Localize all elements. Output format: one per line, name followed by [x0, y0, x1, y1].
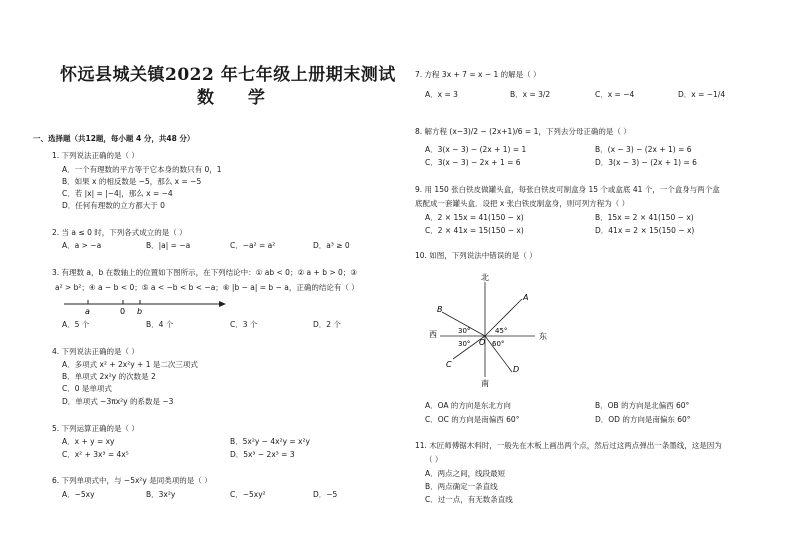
q7-option-d: D．x = −1/4 — [678, 90, 726, 99]
q1-stem: 1. 下列说法正确的是（ ） — [52, 151, 139, 160]
q9-option-b: B．15x = 2 × 41(150 − x) — [595, 213, 694, 222]
q5-option-b: B．5x²y − 4x²y = x²y — [230, 437, 310, 446]
q11-option-b: B．两点确定一条直线 — [425, 482, 498, 491]
q7-stem: 7. 方程 3x + 7 = x − 1 的解是（ ） — [415, 70, 541, 79]
q9-stem-line2: 底配成一套罐头盒．设把 x 张白铁皮制盒身，则可列方程为（ ） — [415, 199, 630, 208]
label-O: O — [479, 338, 486, 347]
q1-option-c: C．若 |x| = |−4|，那么 x = −4 — [62, 189, 173, 198]
q3-option-a: A．5 个 — [62, 320, 90, 329]
q11-stem-line1: 11. 木匠师傅锯木料时，一般先在木板上画出两个点，然后过这两点弹出一条墨线，这是因为 — [415, 441, 722, 450]
q1-option-a: A．一个有理数的平方等于它本身的数只有 0，1 — [62, 165, 222, 174]
q11-option-c: C．过一点，有无数条直线 — [425, 495, 513, 504]
angle-30-south-west: 30° — [458, 340, 471, 348]
angle-30-north-west: 30° — [458, 327, 471, 335]
q10-option-d: D．OD 的方向是南偏东 60° — [595, 415, 691, 424]
q8-option-b: B．(x − 3) − (2x + 1) = 6 — [595, 145, 692, 154]
q9-stem-line1: 9. 用 150 张白铁皮做罐头盒，每张白铁皮可制盒身 15 个或盒底 41 个，一个盒身与两个盒 — [415, 185, 720, 194]
axis-label-a: a — [85, 307, 90, 316]
q6-stem: 6. 下列单项式中，与 −5x²y 是同类项的是（ ） — [52, 476, 212, 485]
q9-option-c: C．2 × 41x = 15(150 − x) — [425, 226, 524, 235]
q2-option-b: B．|a| = −a — [146, 241, 191, 250]
q3-option-c: C．3 个 — [230, 320, 258, 329]
q4-stem: 4. 下列说法正确的是（ ） — [52, 347, 139, 356]
q5-stem: 5. 下列运算正确的是（ ） — [52, 424, 139, 433]
q9-option-d: D．41x = 2 × 15(150 − x) — [595, 226, 695, 235]
compass-figure — [425, 272, 555, 390]
exam-title: 怀远县城关镇2022 年七年级上册期末测试 — [60, 65, 396, 85]
q5-option-a: A．x + y = xy — [62, 437, 115, 446]
q11-stem-line2: （ ） — [425, 455, 443, 464]
q7-option-b: B．x = 3/2 — [510, 90, 551, 99]
q9-option-a: A．2 × 15x = 41(150 − x) — [425, 213, 524, 222]
q10-option-b: B．OB 的方向是北偏西 60° — [595, 401, 690, 410]
direction-south: 南 — [481, 379, 489, 388]
section-heading: 一、选择题（共12题，每小题 4 分，共48 分） — [33, 134, 195, 143]
axis-label-b: b — [137, 307, 143, 316]
label-D: D — [513, 365, 520, 374]
q4-option-c: C．0 是单项式 — [62, 384, 112, 393]
q10-stem: 10. 如图，下列说法中错误的是（ ） — [415, 251, 537, 260]
q10-option-c: C．OC 的方向是南偏西 60° — [425, 415, 520, 424]
q5-option-d: D．5x³ − 2x³ = 3 — [230, 450, 295, 459]
direction-north: 北 — [481, 273, 489, 282]
q2-option-a: A．a > −a — [62, 241, 102, 250]
label-A: A — [523, 293, 529, 302]
q5-option-c: C．x² + 3x³ = 4x⁵ — [62, 450, 129, 459]
q8-option-d: D．3(x − 3) − (2x + 1) = 6 — [595, 158, 697, 167]
q3-option-d: D．2 个 — [313, 320, 341, 329]
axis-label-0: 0 — [120, 307, 126, 316]
q2-option-d: D．a³ ≥ 0 — [313, 241, 350, 250]
label-B: B — [437, 305, 443, 314]
q8-option-a: A．3(x − 3) − (2x + 1) = 1 — [425, 145, 527, 154]
q6-option-b: B．3x²y — [146, 490, 176, 499]
label-C: C — [446, 360, 452, 369]
angle-45: 45° — [495, 327, 508, 335]
direction-west: 西 — [429, 330, 437, 339]
q10-option-a: A．OA 的方向是东北方向 — [425, 401, 511, 410]
q4-option-b: B．单项式 2x²y 的次数是 2 — [62, 372, 156, 381]
q3-stem-line2: a² > b²；④ a − b < 0；⑤ a < −b < b < −a；⑥ |b − a| = b − a，正确的结论有（ ） — [55, 283, 359, 292]
q1-option-b: B．如果 x 的相反数是 −5，那么 x = −5 — [62, 177, 202, 186]
number-line-figure — [60, 296, 230, 320]
q7-option-c: C．x = −4 — [595, 90, 635, 99]
q6-option-c: C．−5xy² — [230, 490, 266, 499]
q11-option-a: A．两点之间，线段最短 — [425, 469, 506, 478]
q3-stem-line1: 3. 有理数 a，b 在数轴上的位置如下图所示，在下列结论中：① ab < 0；② a + b > 0；③ — [52, 268, 358, 277]
q4-option-a: A．多项式 x² + 2x²y + 1 是二次三项式 — [62, 360, 198, 369]
q1-option-d: D．任何有理数的立方都大于 0 — [62, 201, 165, 210]
q2-option-c: C．−a² = a² — [230, 241, 276, 250]
subject-title: 数 学 — [197, 88, 279, 108]
q8-option-c: C．3(x − 3) − 2x + 1 = 6 — [425, 158, 521, 167]
q2-stem: 2. 当 a ≤ 0 时，下列各式成立的是（ ） — [52, 228, 187, 237]
q6-option-a: A．−5xy — [62, 490, 95, 499]
angle-60: 60° — [492, 340, 505, 348]
q8-stem: 8. 解方程 (x−3)/2 − (2x+1)/6 = 1，下列去分母正确的是（ ） — [415, 127, 631, 136]
q6-option-d: D．−5 — [313, 490, 338, 499]
q4-option-d: D．单项式 −3πx²y 的系数是 −3 — [62, 397, 174, 406]
direction-east: 东 — [539, 332, 547, 341]
q7-option-a: A．x = 3 — [425, 90, 458, 99]
q3-option-b: B．4 个 — [146, 320, 174, 329]
